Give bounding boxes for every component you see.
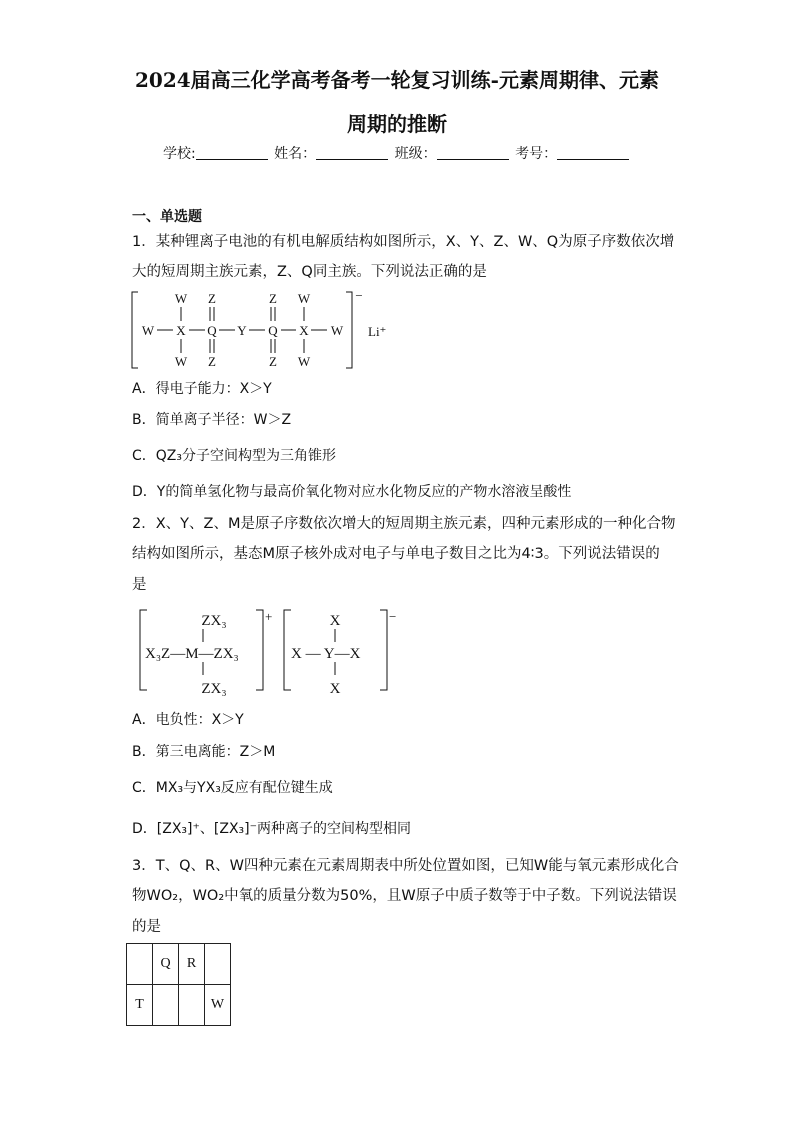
section-heading: 一、单选题 [132, 209, 202, 225]
q1-option-a: A．得电子能力：X＞Y [132, 381, 272, 397]
name-blank [316, 145, 388, 160]
q3-stem-line-1: 3．T、Q、R、W四种元素在元素周期表中所处位置如图，已知W能与氧元素形成化合 [132, 858, 679, 874]
school-blank [196, 145, 268, 160]
q2-fig-x-top: X [329, 613, 341, 629]
q1-fig-z-bottom-right: Z [269, 354, 277, 369]
student-info-row [163, 144, 631, 164]
q1-option-c: C．QZ₃分子空间构型为三角锥形 [132, 448, 336, 464]
q2-option-c: C．MX₃与YX₃反应有配位键生成 [132, 780, 333, 796]
q1-fig-w-bottom-right: W [297, 354, 311, 369]
table-row [127, 985, 231, 1026]
q2-option-a: A．电负性：X＞Y [132, 712, 244, 728]
table-cell [179, 985, 205, 1026]
q1-fig-q-left: Q [207, 323, 217, 338]
q2-stem-line-2: 结构如图所示，基态M原子核外成对电子与单电子数目之比为4∶3。下列说法错误的 [132, 546, 660, 562]
q1-fig-charge: − [355, 288, 363, 303]
q1-stem-line-2: 大的短周期主族元素，Z、Q同主族。下列说法正确的是 [132, 264, 487, 280]
q3-periodic-table-fragment [126, 943, 231, 1026]
q1-option-b: B．简单离子半径：W＞Z [132, 412, 292, 428]
table-cell [153, 985, 179, 1026]
q1-fig-y-center: Y [237, 323, 247, 338]
q1-fig-z-bottom-left: Z [208, 354, 216, 369]
q1-fig-w-top-left: W [174, 291, 188, 306]
q3-stem-line-2: 物WO₂，WO₂中氧的质量分数为50%，且W原子中质子数等于中子数。下列说法错误 [132, 888, 677, 904]
school-label: 学校: [163, 146, 196, 162]
table-cell: T [127, 985, 153, 1026]
class-label: 班级： [394, 146, 437, 162]
q2-fig-zx3-bottom: ZX₃ [201, 681, 227, 697]
q2-fig-zx3-top: ZX₃ [201, 613, 227, 629]
q1-fig-z-top-left: Z [208, 291, 216, 306]
q1-fig-x-right: X [299, 323, 309, 338]
q1-fig-w-right: W [330, 323, 344, 338]
q2-option-b: B．第三电离能：Z＞M [132, 744, 276, 760]
table-cell [127, 944, 153, 985]
q1-fig-w-left: W [141, 323, 155, 338]
table-cell [205, 944, 231, 985]
page-title-line-1: 2024届高三化学高考备考一轮复习训练-元素周期律、元素 [135, 68, 659, 92]
q2-stem-line-1: 2．X、Y、Z、M是原子序数依次增大的短周期主族元素，四种元素形成的一种化合物 [132, 516, 676, 532]
table-cell: Q [153, 944, 179, 985]
q3-stem-line-3: 的是 [132, 919, 161, 935]
class-blank [437, 145, 509, 160]
q1-fig-lithium-ion: Li⁺ [368, 324, 387, 339]
q1-fig-w-top-right: W [297, 291, 311, 306]
q1-option-d: D．Y的简单氢化物与最高价氧化物对应水化物反应的产物水溶液呈酸性 [132, 484, 572, 500]
table-cell: W [205, 985, 231, 1026]
q1-fig-z-top-right: Z [269, 291, 277, 306]
q2-fig-x-bottom: X [329, 681, 341, 697]
exam-number-blank [557, 145, 629, 160]
table-row [127, 944, 231, 985]
q1-fig-q-right: Q [268, 323, 278, 338]
q1-fig-w-bottom-left: W [174, 354, 188, 369]
name-label: 姓名： [274, 146, 317, 162]
q2-stem-line-3: 是 [132, 577, 147, 593]
q2-structure-figure [134, 604, 404, 700]
table-cell: R [179, 944, 205, 985]
page-title-line-2: 周期的推断 [347, 112, 447, 136]
q1-fig-x-left: X [176, 323, 186, 338]
q2-fig-plus: + [265, 609, 273, 624]
q1-stem-line-1: 1．某种锂离子电池的有机电解质结构如图所示，X、Y、Z、W、Q为原子序数依次增 [132, 234, 675, 250]
q2-fig-minus: − [389, 609, 397, 624]
q2-fig-anion-row: X — Y—X [291, 646, 361, 662]
q2-fig-central-row: X₃Z—M—ZX₃ [145, 646, 239, 662]
q1-structure-figure [128, 288, 398, 372]
q2-option-d: D．[ZX₃]⁺、[ZX₃]⁻两种离子的空间构型相同 [132, 821, 411, 837]
exam-number-label: 考号： [515, 146, 558, 162]
